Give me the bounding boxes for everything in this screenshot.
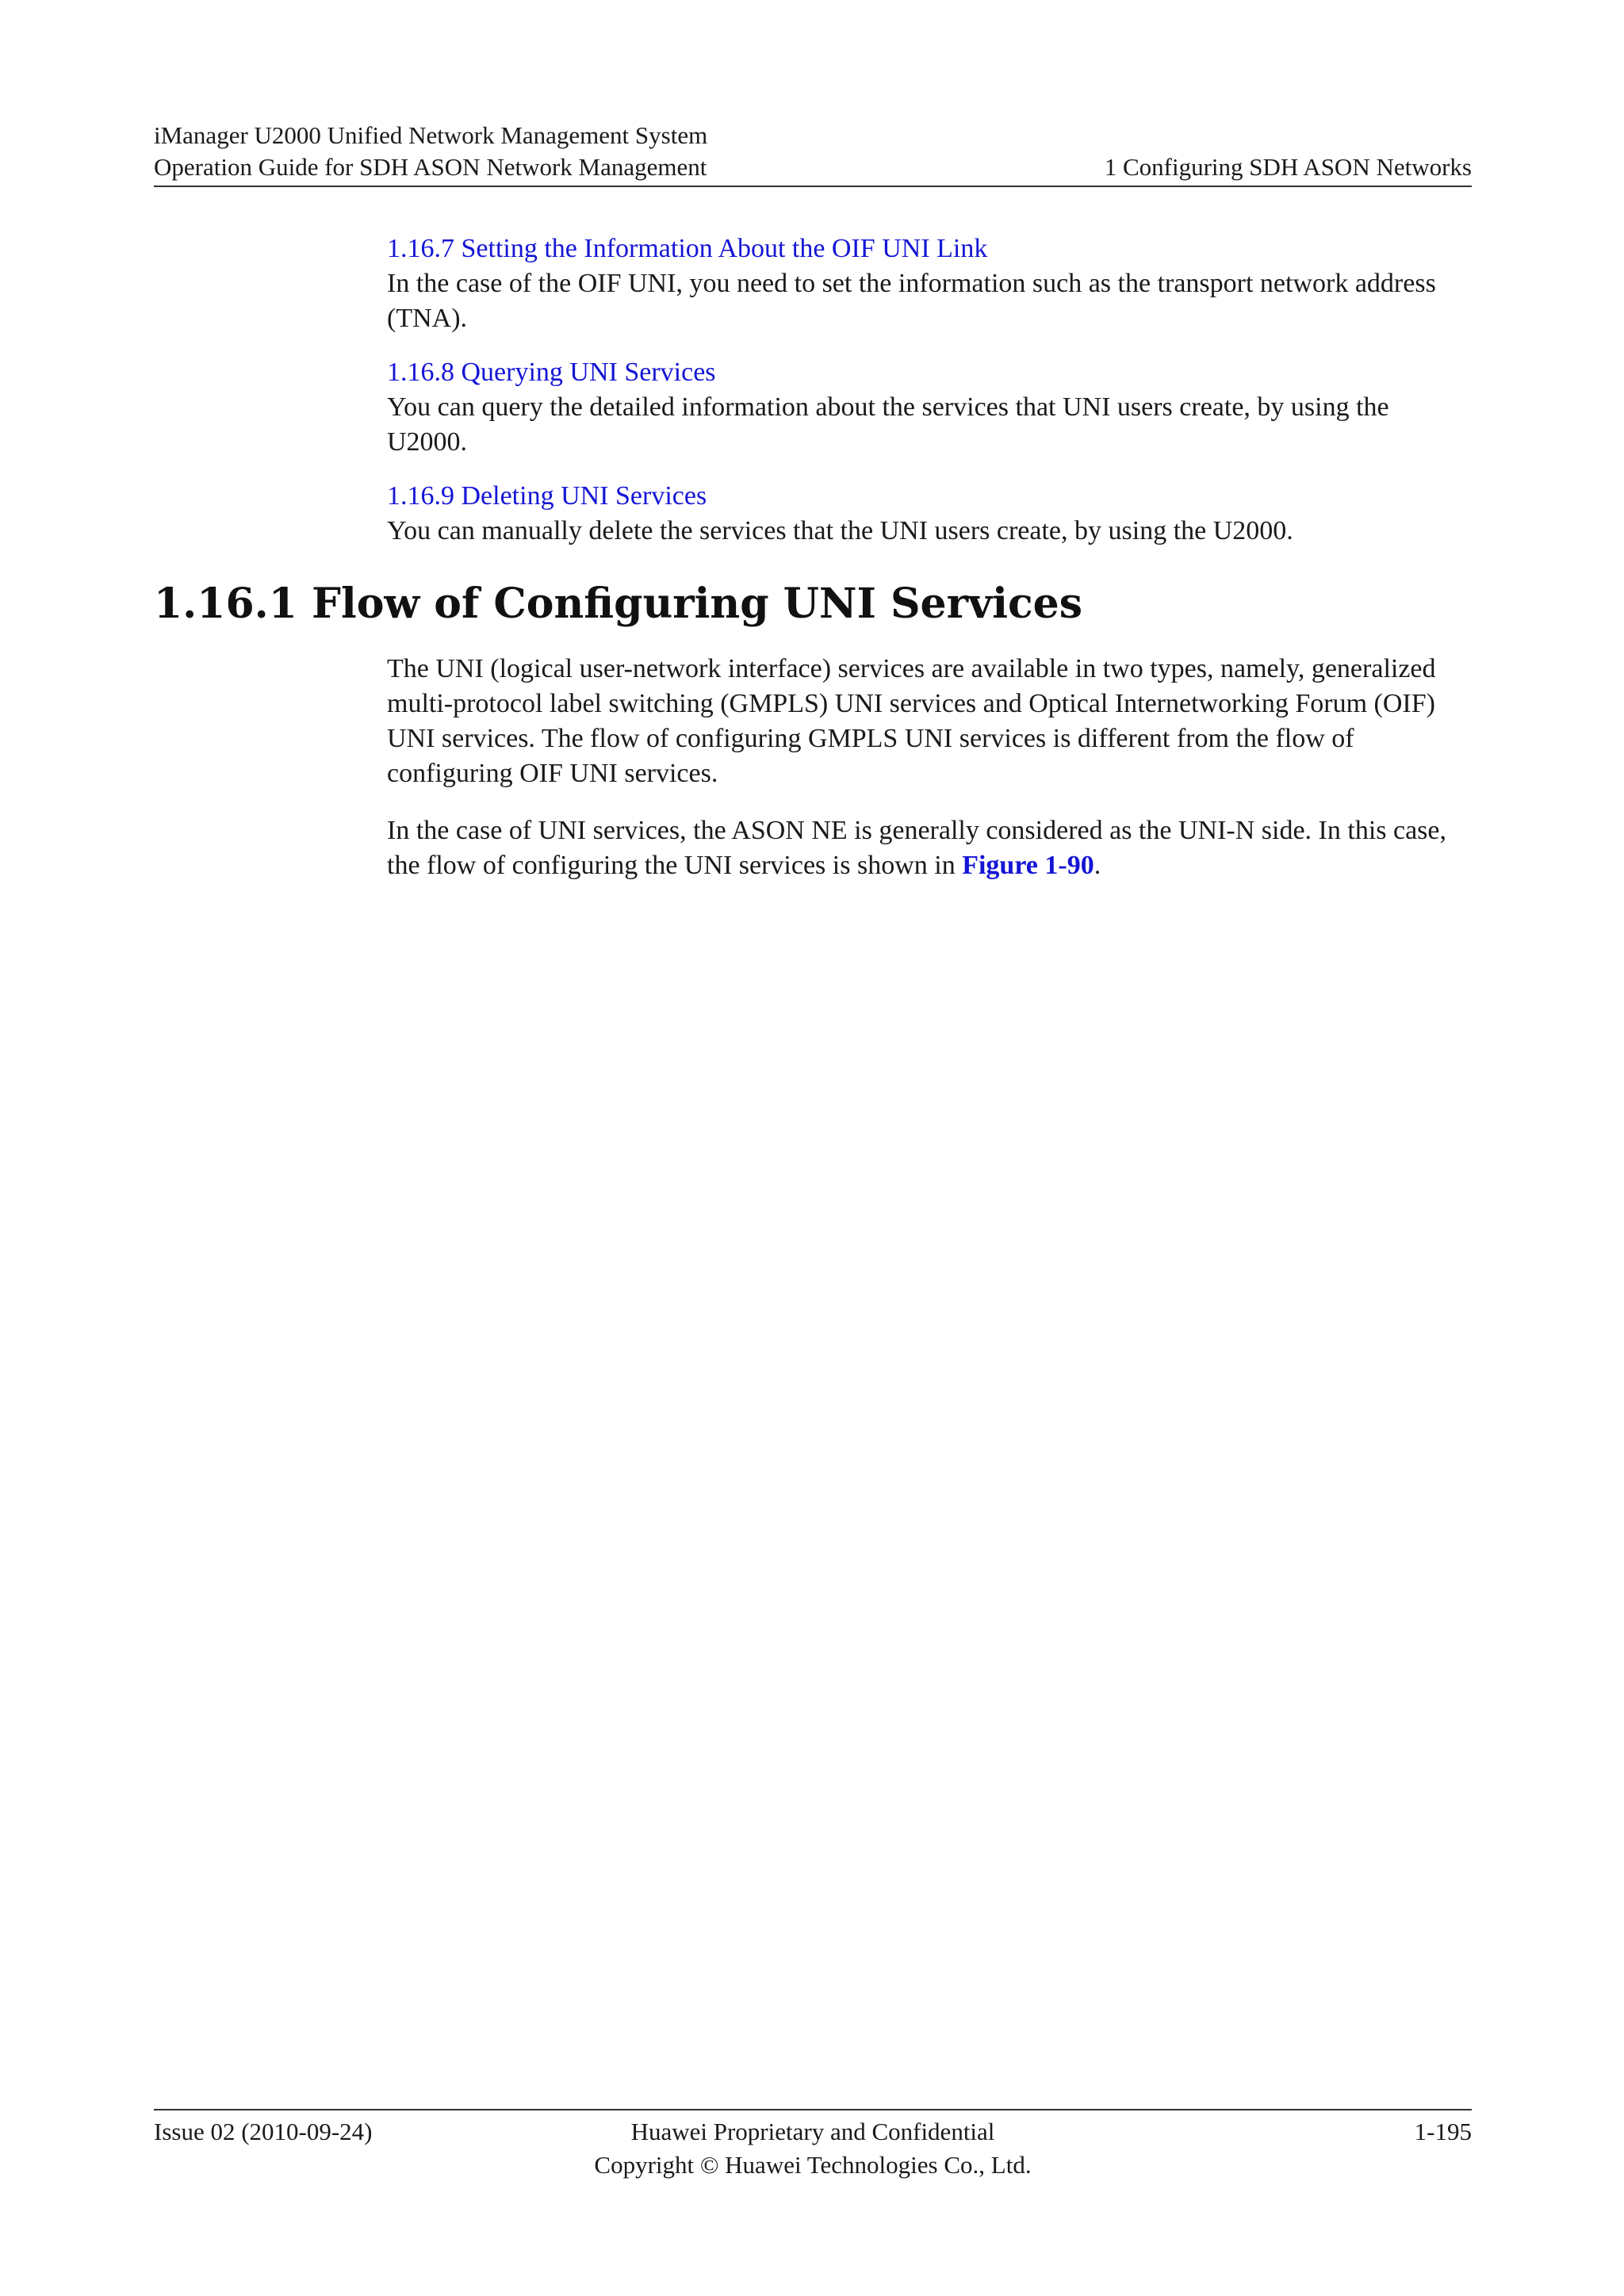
header-product-title: iManager U2000 Unified Network Management System [154, 121, 708, 149]
paragraph-text: . [1094, 851, 1101, 880]
subsection-link-list [387, 232, 1472, 568]
footer-issue: Issue 02 (2010-09-24) [154, 2118, 373, 2145]
page-footer [154, 2109, 1472, 2182]
page-header [154, 117, 1472, 187]
section-heading: 1.16.1 Flow of Configuring UNI Services [154, 580, 1083, 628]
subsection-link-1-16-9[interactable]: 1.16.9 Deleting UNI Services [387, 481, 707, 511]
footer-page-number: 1-195 [1414, 2118, 1472, 2145]
figure-reference-link[interactable]: Figure 1-90 [962, 851, 1094, 880]
footer-confidential: Huawei Proprietary and Confidential [630, 2118, 995, 2145]
subsection-link-1-16-8[interactable]: 1.16.8 Querying UNI Services [387, 358, 716, 387]
link-description: You can query the detailed information about the services that UNI users create, by using the U2000. [387, 392, 1389, 457]
footer-center [154, 2115, 1472, 2182]
paragraph-text: In the case of UNI services, the ASON NE is generally considered as the UNI-N side. In this case, the flow of configuring the UNI services is shown in [387, 816, 1446, 880]
section-body [387, 652, 1472, 905]
body-paragraph: The UNI (logical user-network interface) services are available in two types, namely, generalized multi-protocol label switching (GMPLS) UNI services and Optical Internetworking Forum (OIF) UNI services. The flow of configuring GMPLS UNI services is different from the flow of configuring OIF UNI services. [387, 654, 1436, 788]
body-paragraph [387, 813, 1472, 883]
header-chapter-title: 1 Configuring SDH ASON Networks [1104, 153, 1472, 181]
link-entry [387, 232, 1472, 336]
footer-copyright: Copyright © Huawei Technologies Co., Ltd. [594, 2151, 1032, 2179]
link-description: In the case of the OIF UNI, you need to set the information such as the transport network address (TNA). [387, 269, 1436, 333]
header-manual-title: Operation Guide for SDH ASON Network Management [154, 153, 707, 181]
subsection-link-1-16-7[interactable]: 1.16.7 Setting the Information About the OIF UNI Link [387, 234, 988, 263]
link-entry [387, 355, 1472, 460]
link-description: You can manually delete the services that the UNI users create, by using the U2000. [387, 516, 1293, 545]
link-entry [387, 479, 1472, 549]
